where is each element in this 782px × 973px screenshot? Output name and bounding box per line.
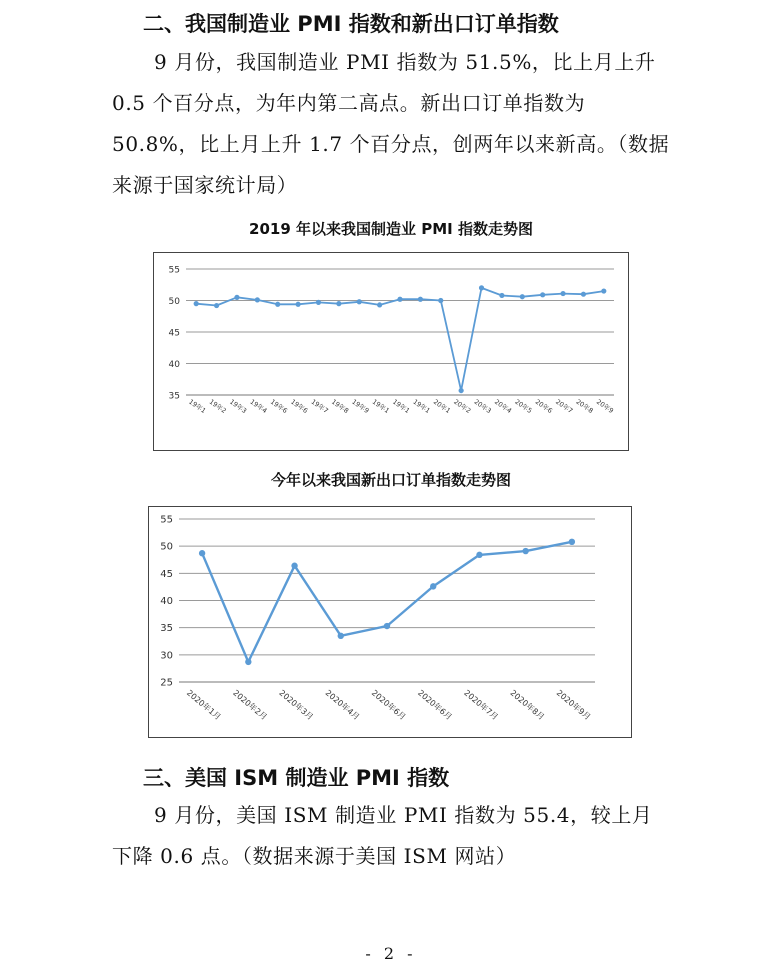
y-tick-label: 30	[160, 650, 173, 662]
y-tick-label: 40	[168, 360, 180, 370]
y-tick-label: 55	[160, 514, 173, 526]
data-point	[194, 301, 199, 306]
y-tick-label: 25	[160, 677, 173, 689]
pmi-chart	[153, 252, 629, 451]
data-point	[275, 302, 280, 307]
section-2-paragraph: 9 月份，我国制造业 PMI 指数为 51.5%，比上月上升 0.5 个百分点，为年内第二高点。新出口订单指数为 50.8%，比上月上升 1.7 个百分点，创两年以来新高。（数据来源于国家统计局）	[112, 50, 670, 197]
section-3-paragraph: 9 月份，美国 ISM 制造业 PMI 指数为 55.4，较上月下降 0.6 点。（数据来源于美国 ISM 网站）	[112, 803, 653, 868]
x-tick-label: 2020年6月	[416, 688, 454, 722]
x-tick-label: 19年1	[187, 397, 208, 416]
data-point	[459, 388, 464, 393]
x-tick-label: 19年6	[268, 397, 289, 416]
data-point	[245, 659, 251, 665]
x-tick-label: 19年7	[309, 397, 330, 416]
export-orders-chart-title: 今年以来我国新出口订单指数走势图	[270, 471, 511, 489]
x-tick-label: 20年5	[513, 397, 534, 416]
x-tick-label: 19年8	[329, 397, 351, 416]
data-point	[476, 552, 482, 558]
pmi-chart-svg	[154, 253, 628, 450]
x-tick-label: 2020年6月	[369, 688, 408, 722]
data-point	[199, 550, 205, 556]
data-point	[479, 285, 484, 290]
export-orders-chart-svg	[149, 507, 631, 737]
data-point	[384, 623, 390, 629]
x-tick-label: 19年4	[248, 397, 269, 416]
x-tick-label: 2020年2月	[231, 688, 269, 722]
data-point	[295, 302, 300, 307]
x-tick-label: 2020年9月	[554, 688, 593, 722]
data-point	[377, 302, 382, 307]
section-3-heading: 三、美国 ISM 制造业 PMI 指数	[143, 766, 450, 790]
page-number: - 2 -	[365, 944, 417, 963]
data-point	[291, 563, 297, 569]
x-tick-label: 19年3	[228, 397, 249, 416]
x-tick-label: 20年8	[574, 397, 595, 416]
x-tick-label: 20年3	[472, 397, 493, 416]
data-point	[430, 583, 436, 589]
data-point	[540, 292, 545, 297]
section-2-heading: 二、我国制造业 PMI 指数和新出口订单指数	[143, 12, 559, 36]
y-tick-label: 50	[168, 297, 180, 307]
y-tick-label: 40	[160, 596, 173, 607]
y-tick-label: 55	[168, 265, 180, 276]
x-tick-label: 19年2	[207, 397, 228, 416]
x-tick-label: 2020年3月	[277, 688, 315, 722]
y-tick-label: 45	[160, 568, 173, 580]
y-tick-label: 45	[168, 328, 180, 339]
data-point	[499, 293, 504, 298]
data-point	[338, 633, 344, 639]
x-tick-label: 19年9	[350, 397, 371, 416]
x-tick-label: 19年1	[411, 397, 432, 416]
data-point	[522, 548, 528, 554]
data-point	[560, 291, 565, 296]
x-tick-label: 20年6	[533, 397, 554, 416]
data-point	[357, 299, 362, 304]
x-tick-label: 20年9	[594, 397, 616, 416]
data-point	[438, 298, 443, 303]
data-point	[397, 297, 402, 302]
x-tick-label: 2020年7月	[462, 688, 500, 722]
x-tick-label: 19年1	[370, 397, 391, 416]
x-tick-label: 2020年4月	[323, 688, 362, 722]
pmi-chart-title: 2019 年以来我国制造业 PMI 指数走势图	[249, 220, 533, 238]
x-tick-label: 2020年1月	[184, 688, 223, 722]
data-point	[418, 297, 423, 302]
x-tick-label: 2020年8月	[508, 688, 547, 722]
x-tick-label: 20年1	[431, 397, 452, 416]
data-point	[214, 303, 219, 308]
y-tick-label: 35	[168, 391, 180, 402]
data-point	[569, 539, 575, 545]
data-point	[336, 301, 341, 306]
data-point	[316, 300, 321, 305]
x-tick-label: 20年2	[452, 397, 473, 416]
data-point	[581, 292, 586, 297]
data-point	[601, 288, 606, 293]
x-tick-label: 19年1	[391, 397, 412, 416]
x-tick-label: 20年4	[493, 397, 514, 416]
export-orders-chart	[148, 506, 632, 738]
y-tick-label: 35	[160, 623, 173, 635]
x-tick-label: 20年7	[554, 397, 575, 416]
x-tick-label: 19年6	[289, 397, 310, 416]
data-point	[520, 294, 525, 299]
y-tick-label: 50	[160, 541, 173, 553]
data-point	[234, 295, 239, 300]
series-line	[196, 288, 604, 391]
data-point	[255, 297, 260, 302]
series-line	[202, 542, 572, 662]
